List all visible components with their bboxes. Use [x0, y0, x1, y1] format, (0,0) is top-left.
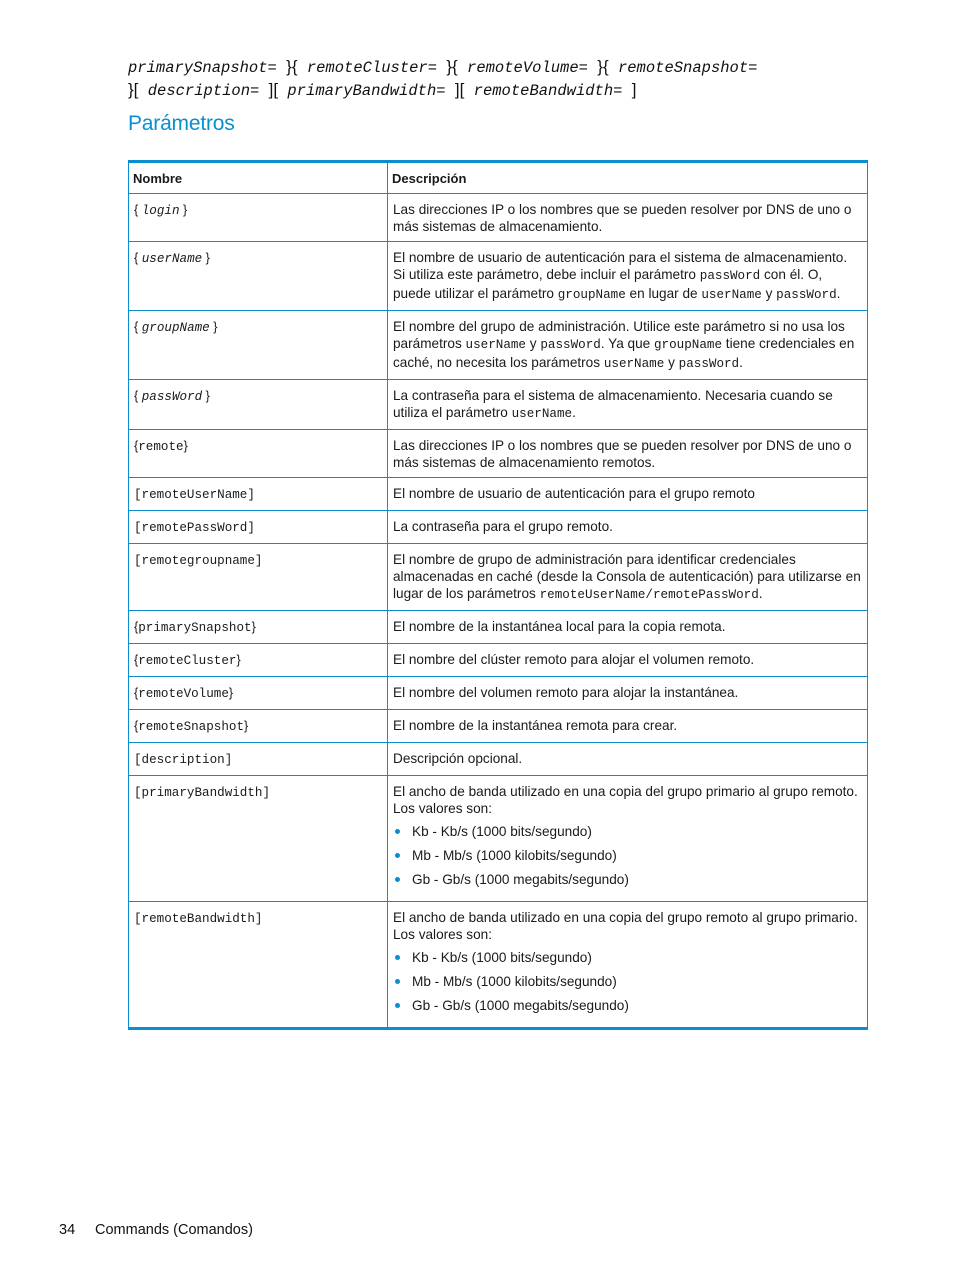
syntax-bracket: }{ — [597, 57, 609, 76]
inline-code: userName — [511, 407, 573, 421]
close-brace: } — [236, 653, 241, 667]
parameter-description-cell — [388, 380, 868, 430]
open-brace: { — [134, 719, 139, 733]
description-text: Las direcciones IP o los nombres que se pueden resolver por DNS de uno o más sistemas de almacenamiento remotos. — [393, 438, 852, 470]
parameter-description — [393, 318, 862, 373]
list-item: Gb - Gb/s (1000 megabits/segundo) — [393, 871, 862, 888]
parameter-description — [393, 618, 862, 635]
parameter-description — [393, 717, 862, 734]
open-brace: { — [134, 620, 139, 634]
parameter-description-cell — [388, 611, 868, 644]
table-row — [129, 611, 868, 644]
open-brace: { — [134, 320, 142, 334]
parameter-description-cell — [388, 544, 868, 611]
parameter-description — [393, 437, 862, 471]
close-brace: } — [179, 203, 188, 217]
description-text: El nombre de usuario de autenticación para el sistema de almacenamiento. Si utiliza este parámetro, debe incluir el parámetro — [393, 250, 848, 282]
parameter-description — [393, 518, 862, 535]
parameter-name — [134, 687, 233, 701]
parameter-name — [134, 488, 255, 502]
description-text: en lugar de — [625, 286, 702, 301]
table-body — [129, 194, 868, 1029]
close-brace: } — [228, 686, 234, 700]
parameter-name-text: [remotegroupname] — [134, 554, 263, 568]
parameter-name-cell — [129, 611, 388, 644]
parameter-description-cell — [388, 776, 868, 902]
parameter-name-cell — [129, 430, 388, 478]
column-header-name: Nombre — [129, 162, 388, 194]
parameter-name-cell — [129, 902, 388, 1029]
syntax-bracket: ][ — [268, 80, 279, 99]
inline-code: passWord — [776, 288, 837, 302]
list-item: Gb - Gb/s (1000 megabits/segundo) — [393, 997, 862, 1014]
parameter-name-text: [remoteUserName] — [134, 488, 255, 502]
table-row — [129, 311, 868, 380]
description-text: . — [758, 586, 763, 601]
parameter-description — [393, 750, 862, 767]
parameter-name — [134, 654, 241, 668]
syntax-token: remoteVolume= — [467, 59, 588, 77]
parameter-description — [393, 909, 862, 943]
inline-code: passWord — [699, 269, 761, 283]
syntax-token: remoteCluster= — [306, 59, 438, 77]
description-text: y — [761, 286, 777, 301]
parameter-description-cell — [388, 677, 868, 710]
parameter-name-cell — [129, 311, 388, 380]
description-text: . — [572, 405, 576, 420]
parameter-name — [134, 440, 188, 454]
values-list — [393, 949, 862, 1014]
inline-code: remoteUserName/remotePassWord — [539, 588, 759, 602]
description-text: El nombre del clúster remoto para alojar el volumen remoto. — [393, 652, 755, 667]
parameter-name — [134, 720, 248, 734]
description-text: El nombre de usuario de autenticación para el grupo remoto — [393, 486, 755, 501]
parameter-name — [134, 521, 255, 535]
parameter-description-cell — [388, 430, 868, 478]
parameter-name-text: login — [141, 204, 180, 218]
description-text: El nombre del grupo de administración. Utilice este parámetro si no usa los parámetros — [393, 319, 845, 351]
parameter-name-cell — [129, 242, 388, 311]
parameter-name — [134, 621, 256, 635]
table-row — [129, 743, 868, 776]
parameter-description-cell — [388, 511, 868, 544]
parameter-name-text: [primaryBandwidth] — [134, 786, 271, 800]
close-brace: } — [202, 389, 210, 403]
syntax-line-2 — [128, 79, 888, 102]
parameter-description — [393, 651, 862, 668]
parameter-description — [393, 387, 862, 423]
column-header-description: Descripción — [388, 162, 868, 194]
parameter-name-cell — [129, 511, 388, 544]
parameter-description-cell — [388, 242, 868, 311]
open-brace: { — [134, 686, 139, 700]
table-row — [129, 902, 868, 1029]
close-brace: } — [202, 251, 210, 265]
parameter-name-text: remoteVolume — [138, 687, 229, 701]
table-row — [129, 242, 868, 311]
parameter-name-cell — [129, 710, 388, 743]
inline-code: userName — [701, 288, 762, 302]
syntax-bracket: ][ — [454, 80, 465, 99]
syntax-bracket: }{ — [286, 57, 298, 76]
footer-section-title: Commands (Comandos) — [95, 1222, 253, 1238]
open-brace: { — [134, 653, 139, 667]
table-row — [129, 511, 868, 544]
open-brace: { — [134, 251, 142, 265]
parameter-name-text: remoteCluster — [138, 654, 237, 668]
parameter-description-cell — [388, 194, 868, 242]
section-heading: Parámetros — [128, 112, 235, 135]
syntax-token: primaryBandwidth= — [287, 82, 446, 100]
parameter-name-text: remote — [138, 440, 184, 454]
table-row — [129, 380, 868, 430]
description-text: y — [664, 355, 679, 370]
parameter-description-cell — [388, 478, 868, 511]
open-brace: { — [134, 439, 139, 453]
parameters-table — [128, 160, 868, 1030]
parameter-description — [393, 249, 862, 304]
table-row — [129, 194, 868, 242]
page-footer — [59, 1222, 253, 1238]
parameter-description-cell — [388, 902, 868, 1029]
inline-code: groupName — [654, 338, 723, 352]
table-row — [129, 430, 868, 478]
parameter-name-cell — [129, 380, 388, 430]
command-syntax — [128, 56, 888, 102]
description-text: La contraseña para el sistema de almacenamiento. Necesaria cuando se utiliza el parámetro — [393, 388, 833, 420]
parameter-name-cell — [129, 544, 388, 611]
close-brace: } — [251, 620, 256, 634]
values-list — [393, 823, 862, 888]
description-text: El ancho de banda utilizado en una copia del grupo primario al grupo remoto. Los valores son: — [393, 784, 858, 816]
table-row — [129, 710, 868, 743]
parameter-name — [134, 321, 217, 335]
syntax-token: description= — [147, 82, 260, 100]
description-text: El nombre del volumen remoto para alojar la instantánea. — [393, 685, 739, 700]
parameter-description — [393, 783, 862, 817]
parameter-name-text: primarySnapshot — [138, 621, 252, 635]
parameter-name — [134, 753, 232, 767]
parameter-name-cell — [129, 194, 388, 242]
close-brace: } — [183, 439, 188, 453]
parameter-name — [134, 252, 210, 266]
description-text: Descripción opcional. — [393, 751, 523, 766]
table-row — [129, 478, 868, 511]
description-text: . Ya que — [600, 336, 654, 351]
inline-code: groupName — [557, 288, 626, 302]
parameter-name-cell — [129, 776, 388, 902]
description-text: El nombre de la instantánea local para la copia remota. — [393, 619, 726, 634]
syntax-bracket: }{ — [446, 57, 458, 76]
parameter-description — [393, 684, 862, 701]
parameter-description — [393, 485, 862, 502]
description-text: La contraseña para el grupo remoto. — [393, 519, 613, 534]
parameter-name — [134, 786, 270, 800]
description-text: tiene credenciales en caché, no necesita los parámetros — [393, 336, 855, 370]
parameter-name-cell — [129, 677, 388, 710]
table-row — [129, 644, 868, 677]
description-text: El nombre de grupo de administración para identificar credenciales almacenadas en caché (desde la Consola de autenticación) para utilizarse en lugar de los parámetros — [393, 552, 861, 601]
syntax-token: primarySnapshot= — [128, 59, 277, 77]
parameter-name-text: groupName — [141, 321, 210, 335]
list-item: Mb - Mb/s (1000 kilobits/segundo) — [393, 847, 862, 864]
syntax-token: remoteBandwidth= — [473, 82, 623, 100]
open-brace: { — [134, 389, 142, 403]
parameter-name-text: [remotePassWord] — [134, 521, 255, 535]
description-text: El ancho de banda utilizado en una copia del grupo remoto al grupo primario. Los valores son: — [393, 910, 858, 942]
parameter-name — [134, 554, 262, 568]
description-text: y — [526, 336, 541, 351]
syntax-token: remoteSnapshot= — [617, 59, 758, 77]
open-brace: { — [134, 203, 142, 217]
description-text: El nombre de la instantánea remota para crear. — [393, 718, 678, 733]
page-number: 34 — [59, 1222, 76, 1238]
parameter-name-text: [remoteBandwidth] — [134, 912, 263, 926]
parameter-name-cell — [129, 644, 388, 677]
parameter-description — [393, 201, 862, 235]
parameter-name-text: [description] — [134, 753, 233, 767]
description-text: . — [739, 355, 743, 370]
syntax-line-1 — [128, 56, 888, 79]
parameter-name-text: remoteSnapshot — [138, 720, 245, 734]
parameter-description — [393, 551, 862, 604]
table-row — [129, 544, 868, 611]
inline-code: userName — [603, 357, 665, 371]
description-text: . — [836, 286, 841, 301]
parameter-description-cell — [388, 710, 868, 743]
inline-code: userName — [465, 338, 526, 352]
parameter-description-cell — [388, 743, 868, 776]
close-brace: } — [209, 320, 218, 334]
parameter-description-cell — [388, 644, 868, 677]
parameter-name-text: userName — [141, 252, 203, 266]
list-item: Kb - Kb/s (1000 bits/segundo) — [393, 949, 862, 966]
description-text: Las direcciones IP o los nombres que se pueden resolver por DNS de uno o más sistemas de almacenamiento. — [393, 202, 852, 234]
parameter-name — [134, 390, 210, 404]
list-item: Mb - Mb/s (1000 kilobits/segundo) — [393, 973, 862, 990]
parameter-name-cell — [129, 743, 388, 776]
close-brace: } — [244, 719, 249, 733]
parameter-name-text: passWord — [141, 390, 203, 404]
list-item: Kb - Kb/s (1000 bits/segundo) — [393, 823, 862, 840]
table-header-row — [129, 162, 868, 194]
syntax-bracket: ] — [631, 80, 637, 99]
table-row — [129, 776, 868, 902]
table-row — [129, 677, 868, 710]
parameter-name — [134, 204, 187, 218]
inline-code: passWord — [678, 357, 740, 371]
inline-code: passWord — [540, 338, 601, 352]
description-text: con él. O, puede utilizar el parámetro — [393, 267, 823, 301]
parameter-name — [134, 912, 262, 926]
syntax-bracket: }[ — [128, 80, 139, 99]
parameter-description-cell — [388, 311, 868, 380]
parameter-name-cell — [129, 478, 388, 511]
